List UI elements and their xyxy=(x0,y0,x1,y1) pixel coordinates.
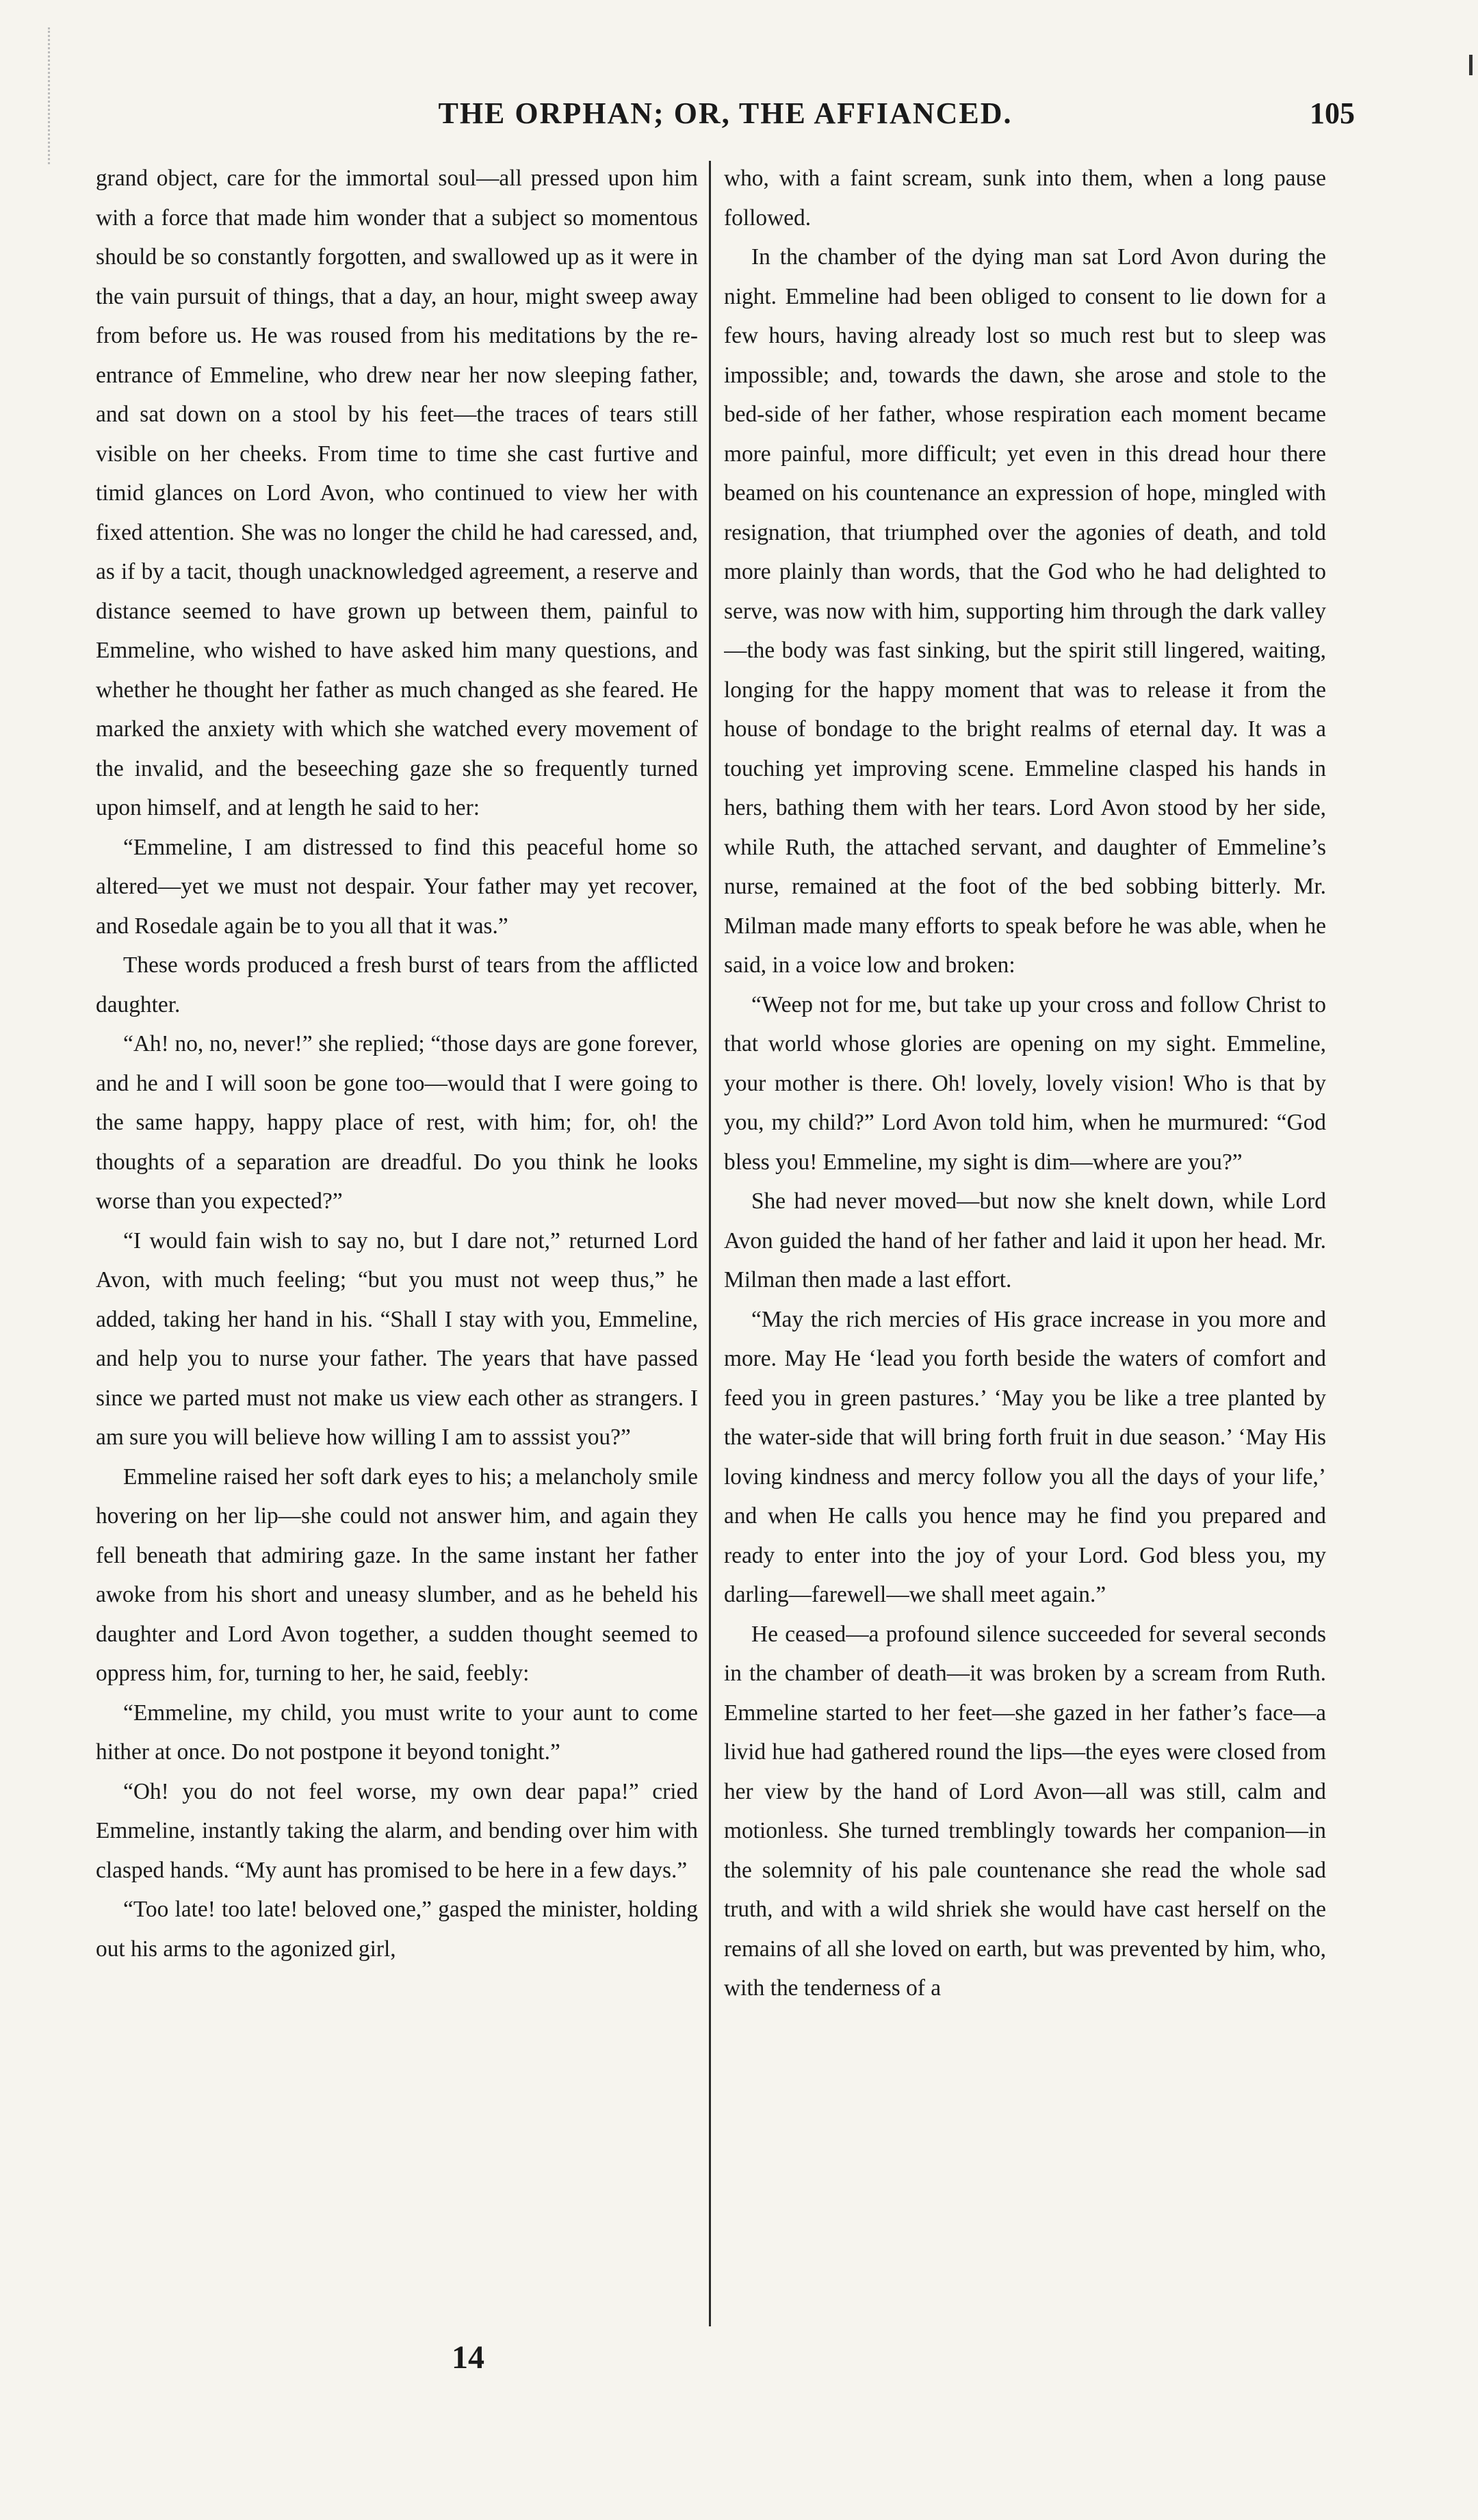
paragraph: He ceased—a profound silence succeeded for several seconds in the chamber of death—it was broken by a scream from Ruth. Emmeline started to her feet—she gazed in her father’s face—a livid hue had gathered round the lips—the eyes were closed from her view by the hand of Lord Avon—all was still, calm and motionless. She turned tremblingly towards her companion—in the solemnity of his pale countenance she read the whole sad truth, and with a wild shriek she would have cast herself on the remains of all she loved on earth, but was prevented by him, who, with the tenderness of a xyxy=(724,1621,1326,2001)
paragraph: “Weep not for me, but take up your cross and follow Christ to that world whose glories are opening on my sight. Emmeline, your mother is there. Oh! lovely, lovely vision! Who is that by you, my child?” Lord Avon told him, when he murmured: “God bless you! Emmeline, my sight is dim—where are you?” xyxy=(724,991,1326,1175)
running-title: THE ORPHAN; OR, THE AFFIANCED. xyxy=(438,96,1013,130)
signature-mark: 14 xyxy=(452,2339,484,2376)
scan-edge-mark xyxy=(48,27,52,164)
paragraph: grand object, care for the immortal soul—all pressed upon him with a force that made him wonder that a subject so momentous should be so constantly forgotten, and swallowed up as it were in the vain pursuit of things, that a day, an hour, might sweep away from before us. He was roused from his meditations by the re-entrance of Emmeline, who drew near her now sleeping father, and sat down on a stool by his feet—the traces of tears still visible on her cheeks. From time to time she cast furtive and timid glances on Lord Avon, who continued to view her with fixed attention. She was no longer the child he had caressed, and, as if by a tacit, though unacknowledged agreement, a reserve and distance seemed to have grown up between them, painful to Emmeline, who wished to have asked him many questions, and whether he thought her father as much changed as she feared. He marked the anxiety with which she watched every movement of the invalid, and the beseeching gaze she so frequently turned upon himself, and at length he said to her: xyxy=(96,166,698,820)
paragraph: She had never moved—but now she knelt down, while Lord Avon guided the hand of her father and laid it upon her head. Mr. Milman then made a last effort. xyxy=(724,1188,1326,1293)
paragraph: “Ah! no, no, never!” she replied; “those days are gone forever, and he and I will soon be gone too—would that I were going to the same happy, happy place of rest, with him; for, oh! the thoughts of a separation are dreadful. Do you think he looks worse than you expected?” xyxy=(96,1031,698,1214)
paragraph: These words produced a fresh burst of tears from the afflicted daughter. xyxy=(96,952,698,1017)
paragraph: Emmeline raised her soft dark eyes to his; a melancholy smile hovering on her lip—she could not answer him, and again they fell beneath that admiring gaze. In the same instant her father awoke from his short and uneasy slumber, and as he beheld his daughter and Lord Avon together, a sudden thought seemed to oppress him, for, turning to her, he said, feebly: xyxy=(96,1464,698,1686)
right-column xyxy=(724,159,1326,2324)
scan-edge-mark-right xyxy=(1469,55,1473,75)
paragraph: “May the rich mercies of His grace increase in you more and more. May He ‘lead you forth beside the waters of comfort and feed you in green pastures.’ ‘May you be like a tree planted by the water-side that will bring forth fruit in due season.’ ‘May His loving kindness and mercy follow you all the days of your life,’ and when He calls you hence may he find you prepared and ready to enter into the joy of your Lord. God bless you, my darling—farewell—we shall meet again.” xyxy=(724,1306,1326,1607)
paragraph: “I would fain wish to say no, but I dare not,” returned Lord Avon, with much feeling; “but you must not weep thus,” he added, taking her hand in his. “Shall I stay with you, Emmeline, and help you to nurse your father. The years that have passed since we parted must not make us view each other as strangers. I am sure you will believe how willing I am to asssist you?” xyxy=(96,1227,698,1450)
paragraph: “Emmeline, my child, you must write to your aunt to come hither at once. Do not postpone it beyond tonight.” xyxy=(96,1700,698,1765)
page-number: 105 xyxy=(1310,96,1355,130)
column-divider xyxy=(709,161,711,2326)
paragraph: who, with a faint scream, sunk into them, when a long pause followed. xyxy=(724,166,1326,231)
paragraph: “Oh! you do not feel worse, my own dear papa!” cried Emmeline, instantly taking the alarm, and bending over him with clasped hands. “My aunt has promised to be here in a few days.” xyxy=(96,1778,698,1883)
paragraph: “Too late! too late! beloved one,” gasped the minister, holding out his arms to the agonized girl, xyxy=(96,1897,698,1962)
paragraph: “Emmeline, I am distressed to find this peaceful home so altered—yet we must not despair. Your father may yet recover, and Rosedale again be to you all that it was.” xyxy=(96,834,698,939)
running-head xyxy=(96,96,1355,144)
left-column xyxy=(96,159,698,2324)
paragraph: In the chamber of the dying man sat Lord Avon during the night. Emmeline had been obliged to consent to lie down for a few hours, having already lost so much rest but to sleep was impossible; and, towards the dawn, she arose and stole to the bed-side of her father, whose respiration each moment became more painful, more difficult; yet even in this dread hour there beamed on his countenance an expression of hope, mingled with resignation, that triumphed over the agonies of death, and told more plainly than words, that the God who he had delighted to serve, was now with him, supporting him through the dark valley—the body was fast sinking, but the spirit still lingered, waiting, longing for the happy moment that was to release it from the house of bondage to the bright realms of eternal day. It was a touching yet improving scene. Emmeline clasped his hands in hers, bathing them with her tears. Lord Avon stood by her side, while Ruth, the attached servant, and daughter of Emmeline’s nurse, remained at the foot of the bed sobbing bitterly. Mr. Milman made many efforts to speak before he was able, when he said, in a voice low and broken: xyxy=(724,244,1326,978)
